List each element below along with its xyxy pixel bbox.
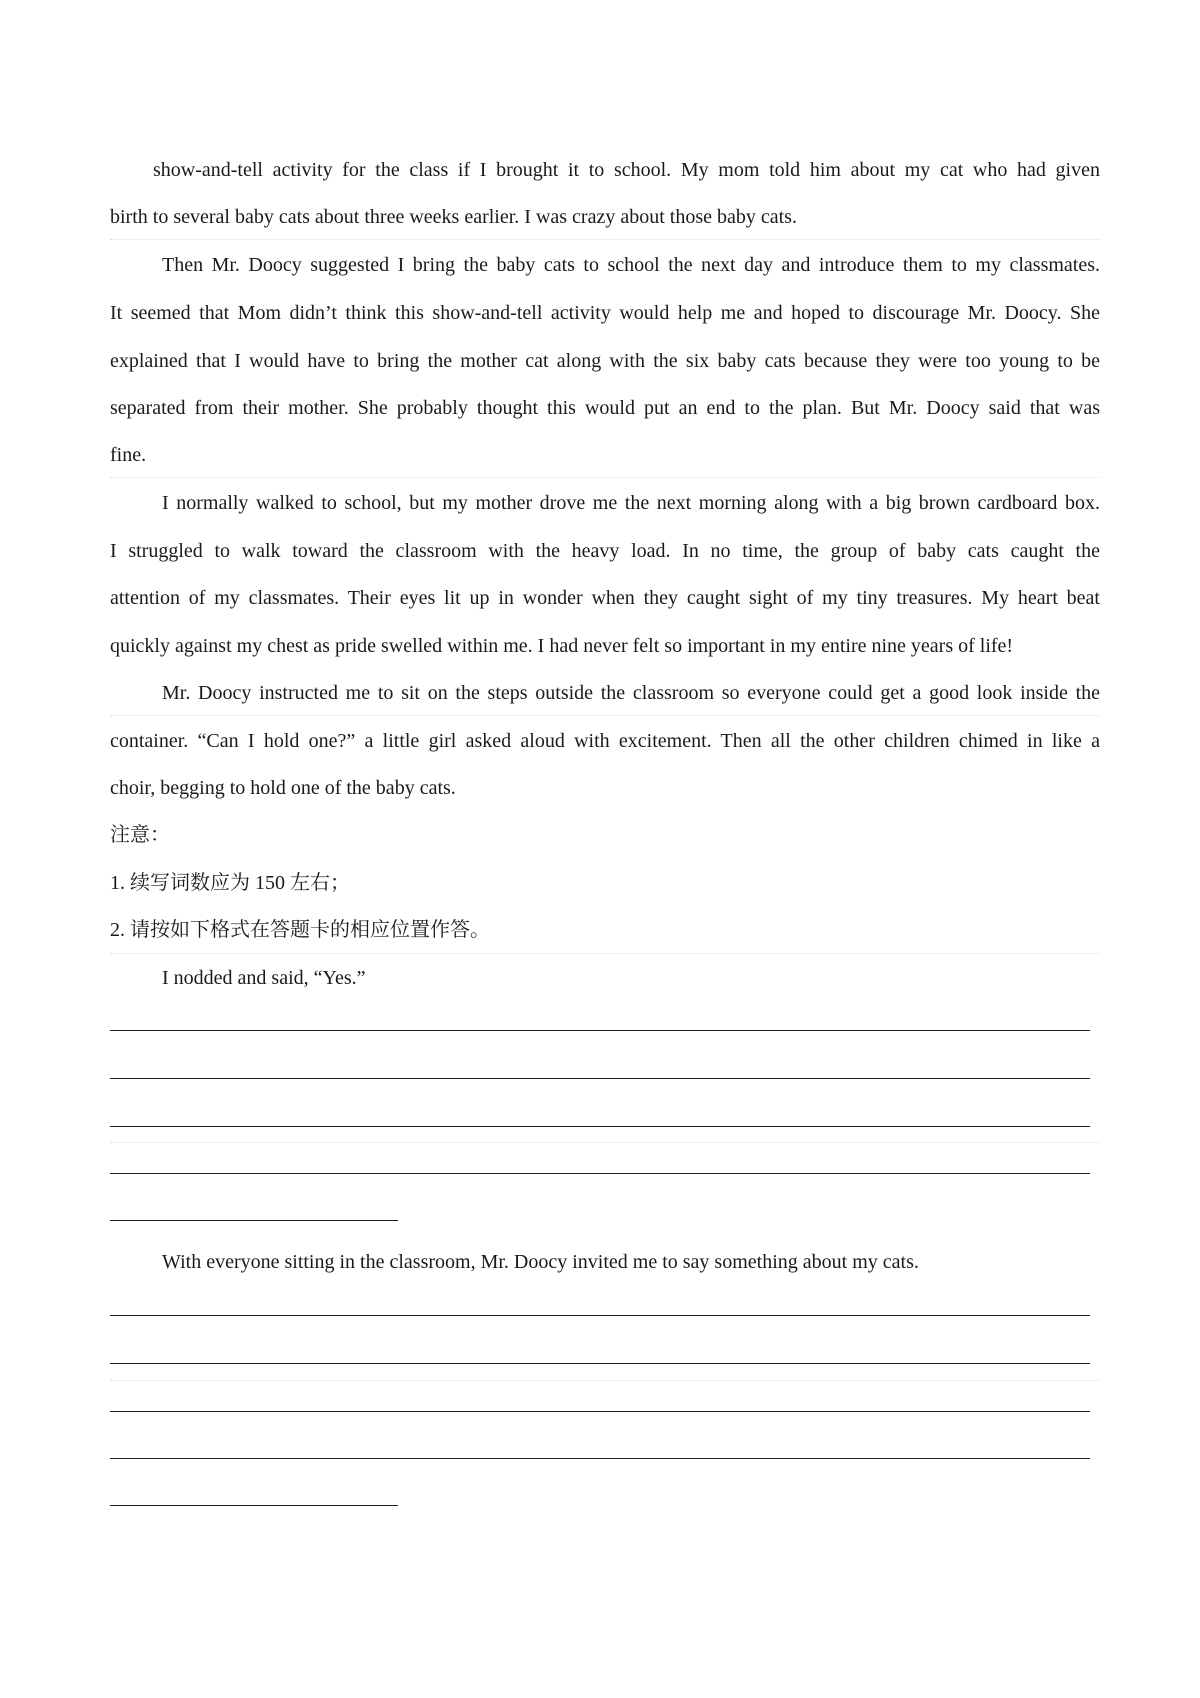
passage-line: fine. <box>110 444 147 466</box>
continuation-prompt-2: With everyone sitting in the classroom, Mr. Doocy invited me to say something about my cats. <box>162 1251 919 1273</box>
answer-line[interactable] <box>110 1078 1090 1079</box>
passage-line: I struggled to walk toward the classroom with the heavy load. In no time, the group of baby cats caught the <box>110 540 1100 562</box>
dotted-divider <box>110 953 1100 954</box>
passage-line: separated from their mother. She probably thought this would put an end to the plan. But Mr. Doocy said that was <box>110 397 1100 419</box>
answer-line[interactable] <box>110 1030 1090 1031</box>
answer-line[interactable] <box>110 1220 398 1221</box>
answer-line[interactable] <box>110 1173 1090 1174</box>
answer-line[interactable] <box>110 1315 1090 1316</box>
passage-line: container. “Can I hold one?” a little girl asked aloud with excitement. Then all the other children chimed in like a <box>110 730 1100 752</box>
dotted-divider <box>110 715 1100 716</box>
dotted-divider <box>110 1142 1100 1143</box>
answer-line[interactable] <box>110 1411 1090 1412</box>
passage-line: choir, begging to hold one of the baby cats. <box>110 777 456 799</box>
notes-heading: 注意： <box>110 824 170 846</box>
continuation-prompt-1: I nodded and said, “Yes.” <box>162 967 366 989</box>
passage-line: attention of my classmates. Their eyes lit up in wonder when they caught sight of my tiny treasures. My heart beat <box>110 587 1100 609</box>
answer-line[interactable] <box>110 1505 398 1506</box>
answer-line[interactable] <box>110 1363 1090 1364</box>
passage-line: quickly against my chest as pride swelled within me. I had never felt so important in my entire nine years of life! <box>110 635 1014 657</box>
dotted-divider <box>110 1380 1100 1381</box>
passage-line: I normally walked to school, but my mother drove me the next morning along with a big brown cardboard box. <box>162 492 1100 514</box>
dotted-divider <box>110 239 1100 240</box>
passage-line: explained that I would have to bring the mother cat along with the six baby cats because they were too young to be <box>110 350 1100 372</box>
notes-item: 2. 请按如下格式在答题卡的相应位置作答。 <box>110 919 490 941</box>
passage-line: birth to several baby cats about three weeks earlier. I was crazy about those baby cats. <box>110 206 797 228</box>
passage-line: It seemed that Mom didn’t think this show-and-tell activity would help me and hoped to discourage Mr. Doocy. She <box>110 302 1100 324</box>
answer-line[interactable] <box>110 1458 1090 1459</box>
passage-line: Mr. Doocy instructed me to sit on the steps outside the classroom so everyone could get a good look inside the <box>162 682 1100 704</box>
passage-line: Then Mr. Doocy suggested I bring the baby cats to school the next day and introduce them to my classmates. <box>162 254 1100 276</box>
notes-item: 1. 续写词数应为 150 左右； <box>110 872 350 894</box>
passage-line: show-and-tell activity for the class if I brought it to school. My mom told him about my cat who had given <box>153 159 1100 181</box>
dotted-divider <box>110 477 1100 478</box>
answer-line[interactable] <box>110 1126 1090 1127</box>
